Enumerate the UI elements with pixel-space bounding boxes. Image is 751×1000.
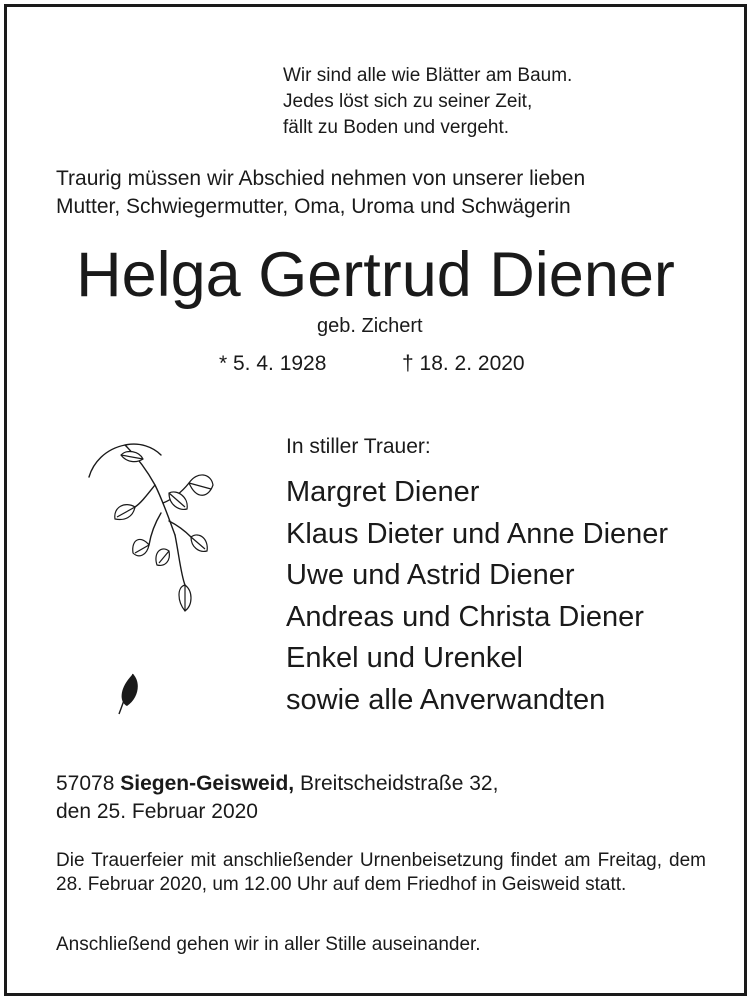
falling-leaf-icon [115, 672, 143, 716]
address-line [56, 770, 498, 798]
mourner-name: Uwe und Astrid Diener [286, 559, 575, 591]
intro-text [56, 165, 585, 221]
obituary-frame [4, 4, 747, 996]
mourner-name: Andreas und Christa Diener [286, 600, 644, 633]
address-block [56, 770, 498, 826]
deceased-name: Helga Gertrud Diener [76, 240, 675, 310]
death-date: † 18. 2. 2020 [402, 352, 525, 375]
maiden-name: geb. Zichert [317, 315, 423, 337]
poem-line: Wir sind alle wie Blätter am Baum. [283, 65, 573, 86]
poem-line: Jedes löst sich zu seiner Zeit, [283, 91, 533, 112]
mourner-name: Klaus Dieter und Anne Diener [286, 517, 669, 550]
poem-line: fällt zu Boden und vergeht. [283, 117, 510, 138]
intro-line: Traurig müssen wir Abschied nehmen von unserer lieben [56, 167, 586, 190]
mourner-name: Margret Diener [286, 476, 480, 508]
poem [283, 63, 572, 141]
postcode: 57078 [56, 772, 115, 795]
leaf-branch-icon [85, 435, 225, 625]
birth-date: * 5. 4. 1928 [219, 352, 327, 375]
date-line: den 25. Februar 2020 [56, 800, 258, 823]
mourners-heading: In stiller Trauer: [286, 435, 431, 458]
mourner-name: sowie alle Anverwandten [286, 683, 606, 716]
mourner-name: Enkel und Urenkel [286, 642, 523, 674]
street: Breitscheidstraße 32, [299, 772, 499, 795]
funeral-info: Die Trauerfeier mit anschließender Urnenbeisetzung findet am Freitag, dem 28. Februar 2020, um 12.00 Uhr auf dem Friedhof in Geisweid statt. [56, 850, 706, 895]
closing-note: Anschließend gehen wir in aller Stille auseinander. [56, 934, 481, 955]
intro-line: Mutter, Schwiegermutter, Oma, Uroma und Schwägerin [56, 195, 571, 218]
mourners-list [286, 472, 668, 721]
city: Siegen-Geisweid, [120, 772, 295, 795]
